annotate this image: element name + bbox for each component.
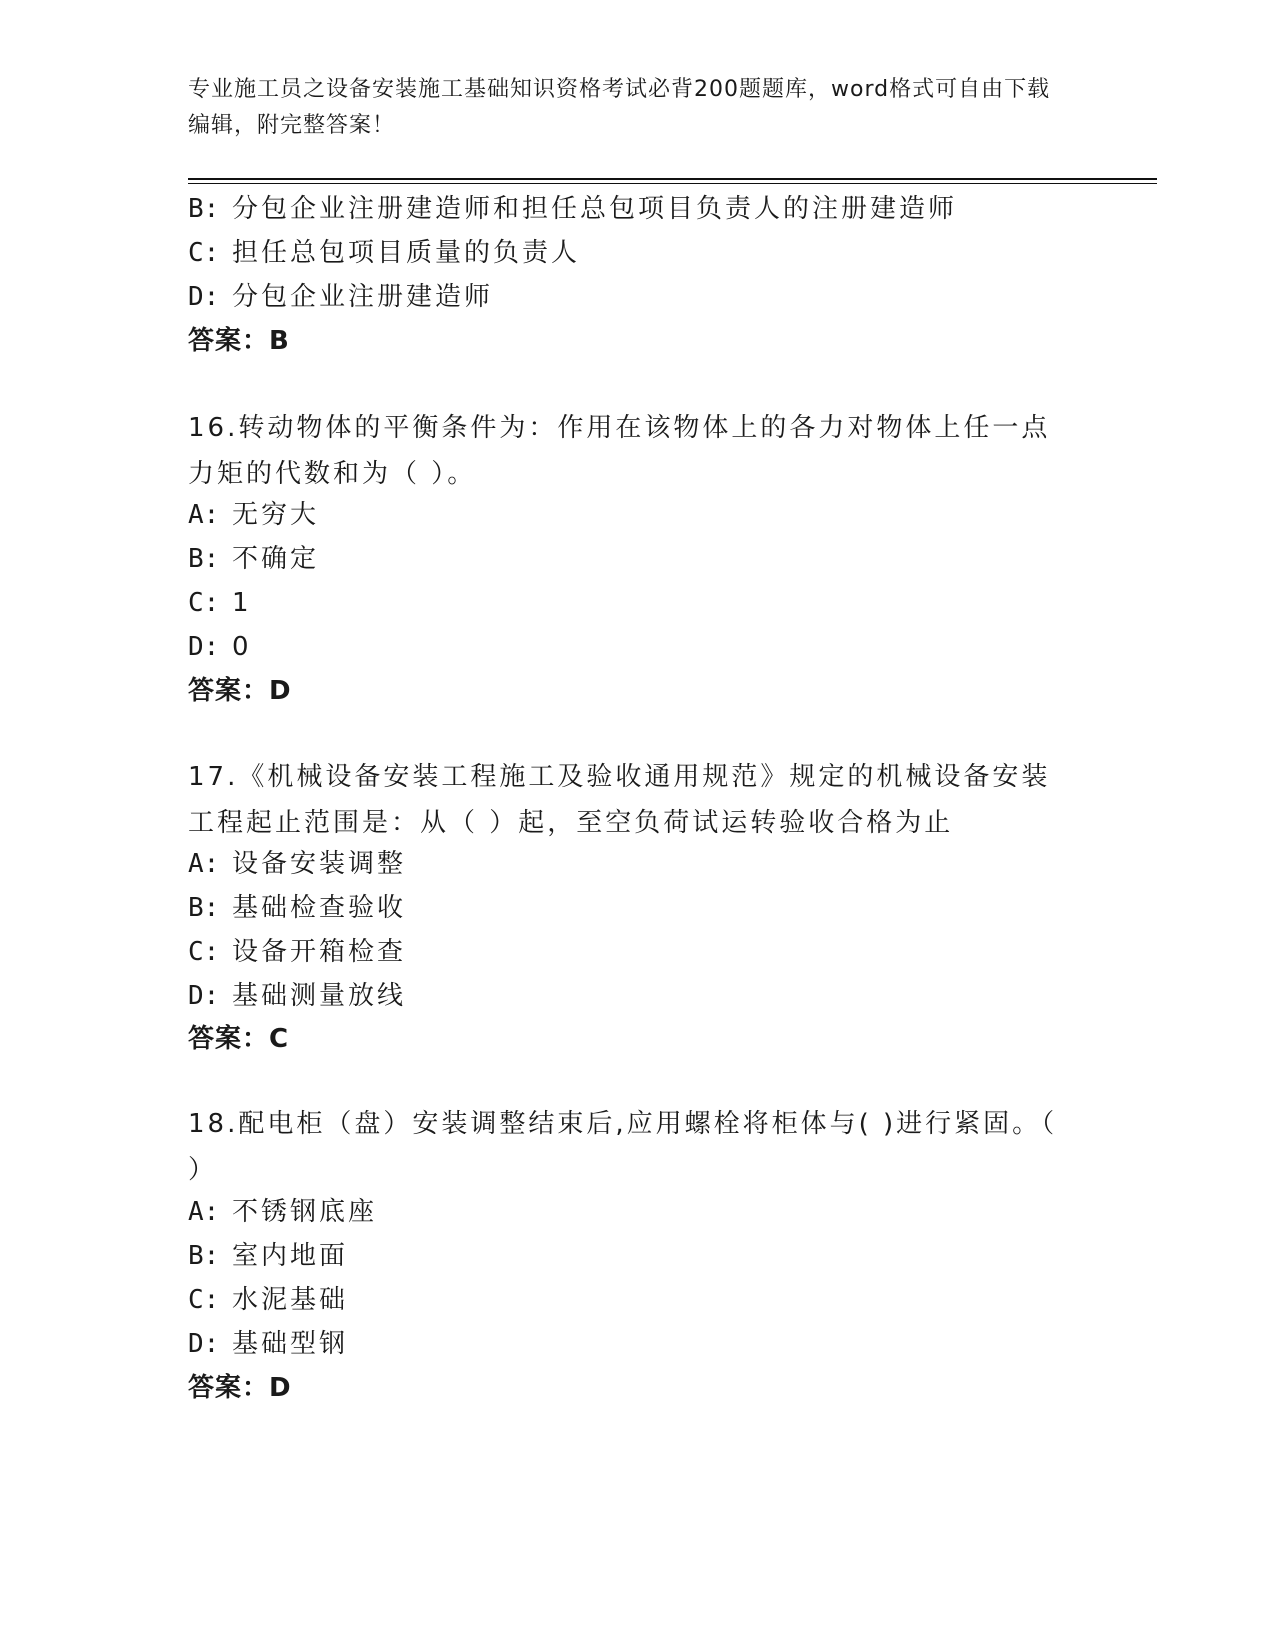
option-text: 担任总包项目质量的负责人	[232, 238, 581, 268]
option-c	[188, 929, 406, 975]
question-text: 16.转动物体的平衡条件为：作用在该物体上的各力对物体上任一点力矩的代数和为（ ）。	[188, 413, 1051, 489]
option-text: 基础型钢	[232, 1329, 349, 1359]
answer-line: 答案：C	[188, 1024, 290, 1054]
option-d	[188, 973, 406, 1019]
option-text: 不确定	[232, 544, 320, 574]
answer-line: 答案：D	[188, 676, 292, 706]
option-text: 分包企业注册建造师	[232, 282, 494, 312]
option-a	[188, 1189, 377, 1235]
option-letter: B:	[188, 893, 220, 923]
option-text: 基础检查验收	[232, 893, 407, 923]
question-text: 18.配电柜（盘）安装调整结束后,应用螺栓将柜体与( )进行紧固。（ ）	[188, 1109, 1058, 1185]
option-text: 水泥基础	[232, 1285, 349, 1315]
option-letter: C:	[188, 238, 220, 268]
option-letter: B:	[188, 194, 220, 224]
option-d	[188, 274, 493, 320]
option-text: 设备安装调整	[232, 849, 407, 879]
option-d	[188, 1321, 348, 1367]
option-text: 1	[232, 588, 252, 618]
option-letter: C:	[188, 1285, 220, 1315]
option-b	[188, 885, 406, 931]
answer-line: 答案：B	[188, 326, 290, 356]
option-text: 0	[232, 632, 252, 662]
option-a	[188, 841, 406, 887]
option-b	[188, 536, 319, 582]
option-c	[188, 230, 580, 276]
option-letter: D:	[188, 282, 220, 312]
option-text: 无穷大	[232, 500, 320, 530]
option-d	[188, 624, 252, 670]
option-letter: B:	[188, 544, 220, 574]
option-c	[188, 1277, 348, 1323]
option-text: 分包企业注册建造师和担任总包项目负责人的注册建造师	[232, 194, 958, 224]
answer-line: 答案：D	[188, 1373, 292, 1403]
option-text: 室内地面	[232, 1241, 349, 1271]
option-b	[188, 186, 957, 232]
option-text: 设备开箱检查	[232, 937, 407, 967]
option-c	[188, 580, 252, 626]
header-divider-thin	[188, 183, 1157, 184]
option-a	[188, 492, 319, 538]
option-text: 基础测量放线	[232, 981, 407, 1011]
option-letter: A:	[188, 1197, 220, 1227]
option-letter: D:	[188, 632, 220, 662]
option-letter: D:	[188, 981, 220, 1011]
question-text: 17.《机械设备安装工程施工及验收通用规范》规定的机械设备安装工程起止范围是：从（ ）起，至空负荷试运转验收合格为止	[188, 762, 1051, 838]
header-divider-thick	[188, 178, 1157, 180]
option-letter: B:	[188, 1241, 220, 1271]
option-letter: C:	[188, 937, 220, 967]
option-b	[188, 1233, 348, 1279]
option-letter: C:	[188, 588, 220, 618]
option-text: 不锈钢底座	[232, 1197, 378, 1227]
option-letter: A:	[188, 500, 220, 530]
option-letter: A:	[188, 849, 220, 879]
option-letter: D:	[188, 1329, 220, 1359]
document-header-title: 专业施工员之设备安装施工基础知识资格考试必背200题题库，word格式可自由下载编辑，附完整答案！	[188, 77, 1051, 138]
